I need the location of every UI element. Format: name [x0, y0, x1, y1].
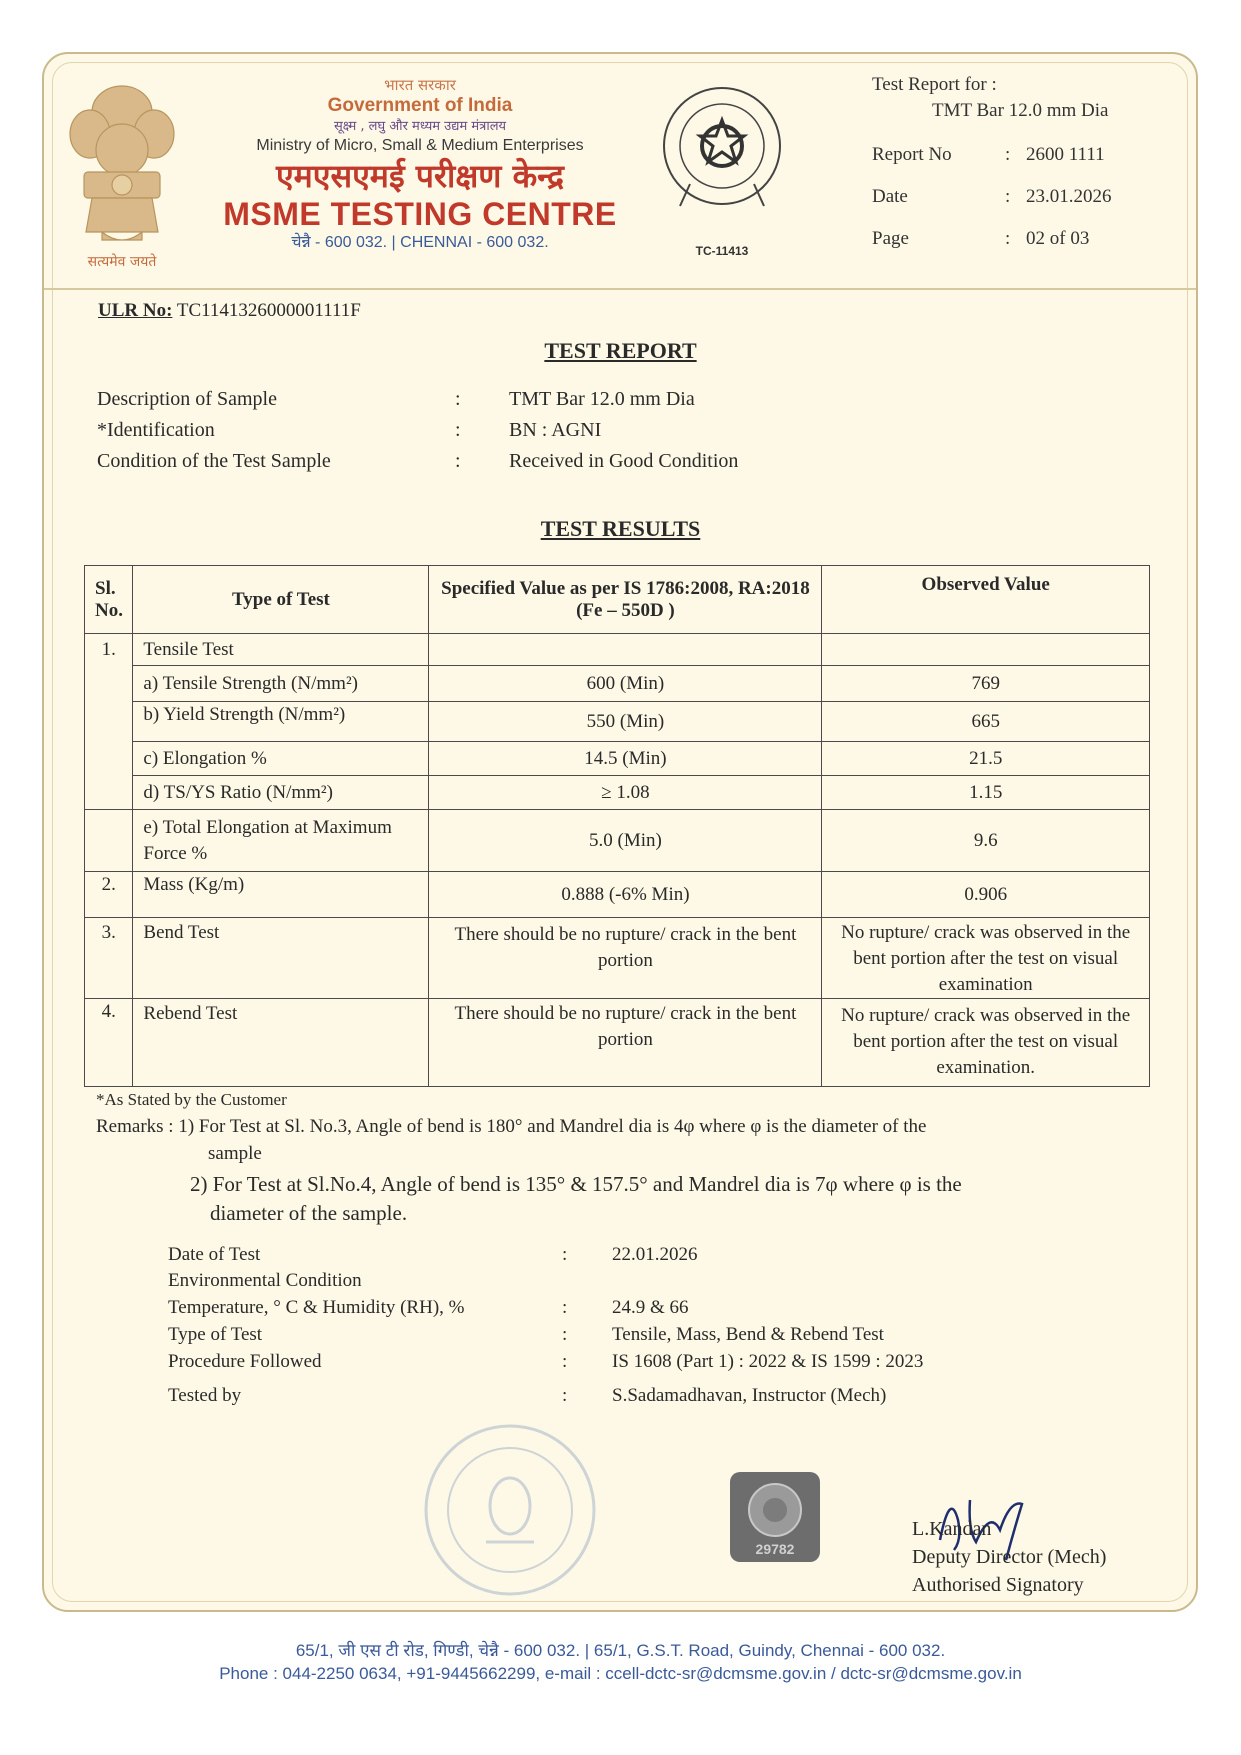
- hologram-sticker-icon: [728, 1470, 822, 1564]
- spec-cell: [429, 634, 822, 666]
- obs-cell: 21.5: [822, 742, 1150, 776]
- date-of-test-label: Date of Test: [168, 1244, 261, 1265]
- condition-value: Received in Good Condition: [509, 450, 739, 472]
- description-value: TMT Bar 12.0 mm Dia: [509, 388, 695, 410]
- ulr-number: [98, 300, 361, 322]
- test-cell: d) TS/YS Ratio (N/mm²): [133, 776, 429, 810]
- remarks-1-line2: sample: [208, 1143, 262, 1164]
- colon: :: [455, 388, 461, 410]
- obs-cell: No rupture/ crack was observed in the bent portion after the test on visual examination.: [822, 999, 1150, 1087]
- remarks-1-line1: Remarks : 1) For Test at Sl. No.3, Angle of bend is 180° and Mandrel dia is 4φ where φ is the diameter of the: [96, 1116, 927, 1137]
- table-row: [85, 702, 1150, 742]
- spec-cell: 550 (Min): [429, 702, 822, 742]
- date-label: Date: [872, 186, 908, 207]
- spec-cell: There should be no rupture/ crack in the bent portion: [429, 918, 822, 999]
- identification-label: *Identification: [97, 419, 215, 441]
- table-row: [85, 634, 1150, 666]
- colon: :: [562, 1244, 568, 1265]
- header-type-of-test: Type of Test: [133, 566, 429, 634]
- test-report-for-label: Test Report for :: [872, 74, 997, 95]
- table-row: [85, 810, 1150, 872]
- colon: :: [455, 450, 461, 472]
- accreditation-seal-icon: [660, 84, 784, 208]
- colon: :: [562, 1351, 568, 1372]
- test-cell: Bend Test: [133, 918, 429, 999]
- signatory-designation: Deputy Director (Mech): [912, 1546, 1107, 1568]
- test-cell: e) Total Elongation at Maximum Force %: [133, 810, 429, 872]
- env-condition-label: Environmental Condition: [168, 1270, 362, 1291]
- temperature-value: 24.9 & 66: [612, 1297, 689, 1318]
- hindi-centre-name: एमएसएमई परीक्षण केन्द्र: [275, 157, 565, 195]
- tested-by-label: Tested by: [168, 1385, 242, 1406]
- colon: :: [562, 1297, 568, 1318]
- test-report-for-value: TMT Bar 12.0 mm Dia: [932, 100, 1109, 121]
- spec-cell: There should be no rupture/ crack in the bent portion: [429, 999, 822, 1087]
- remarks-2-line1: 2) For Test at Sl.No.4, Angle of bend is 135° & 157.5° and Mandrel dia is 7φ where φ is the: [190, 1172, 962, 1196]
- ashoka-emblem-icon: [62, 72, 182, 272]
- obs-cell: 9.6: [822, 810, 1150, 872]
- condition-label: Condition of the Test Sample: [97, 450, 331, 472]
- obs-cell: 1.15: [822, 776, 1150, 810]
- table-row: [85, 918, 1150, 999]
- ministry-name: Ministry of Micro, Small & Medium Enterprises: [256, 137, 584, 154]
- accreditation-code: TC-11413: [695, 244, 749, 258]
- test-cell: Tensile Test: [133, 634, 429, 666]
- obs-cell: No rupture/ crack was observed in the bent portion after the test on visual examination: [822, 918, 1150, 999]
- type-of-test-value: Tensile, Mass, Bend & Rebend Test: [612, 1324, 884, 1345]
- description-label: Description of Sample: [97, 388, 277, 410]
- page-value: 02 of 03: [1026, 228, 1090, 249]
- test-cell: c) Elongation %: [133, 742, 429, 776]
- procedure-label: Procedure Followed: [168, 1351, 322, 1372]
- obs-cell: 665: [822, 702, 1150, 742]
- test-report-title: TEST REPORT: [544, 338, 697, 363]
- signatory-name: L.Kandan: [912, 1518, 992, 1540]
- office-stamp-icon: [420, 1420, 600, 1600]
- temperature-label: Temperature, ° C & Humidity (RH), %: [168, 1297, 465, 1318]
- test-cell: a) Tensile Strength (N/mm²): [133, 666, 429, 702]
- footer-address: 65/1, जी एस टी रोड, गिण्डी, चेन्नै - 600 032. | 65/1, G.S.T. Road, Guindy, Chennai - 600 032.: [295, 1641, 946, 1660]
- header-title-block: [200, 76, 640, 254]
- hindi-government: भारत सरकार: [384, 76, 456, 94]
- report-no-label: Report No: [872, 144, 952, 165]
- hindi-ministry: सूक्ष्म , लघु और मध्यम उद्यम मंत्रालय: [333, 119, 507, 134]
- sl-cell: 4.: [85, 999, 133, 1087]
- spec-cell: 600 (Min): [429, 666, 822, 702]
- sl-cell: 1.: [85, 634, 133, 666]
- signatory-block: [912, 1515, 1106, 1599]
- test-cell: Mass (Kg/m): [133, 872, 429, 918]
- government-of-india: Government of India: [327, 95, 513, 116]
- colon: :: [1005, 144, 1011, 165]
- ulr-value: TC1141326000001111F: [176, 300, 361, 321]
- spec-cell: 0.888 (-6% Min): [429, 872, 822, 918]
- sl-cell: 3.: [85, 918, 133, 999]
- sl-cell: [85, 742, 133, 776]
- remarks-2-line2: diameter of the sample.: [210, 1201, 408, 1225]
- test-results-title: TEST RESULTS: [540, 516, 701, 541]
- colon: :: [562, 1324, 568, 1345]
- hologram-number: 29782: [755, 1541, 795, 1557]
- sl-cell: [85, 702, 133, 742]
- identification-value: BN : AGNI: [509, 419, 602, 441]
- table-row: [85, 872, 1150, 918]
- tested-by-value: S.Sadamadhavan, Instructor (Mech): [612, 1385, 887, 1406]
- test-cell: b) Yield Strength (N/mm²): [133, 702, 429, 742]
- obs-cell: 769: [822, 666, 1150, 702]
- page-label: Page: [872, 228, 909, 249]
- obs-cell: 0.906: [822, 872, 1150, 918]
- sl-cell: [85, 776, 133, 810]
- spec-cell: 14.5 (Min): [429, 742, 822, 776]
- spec-cell: ≥ 1.08: [429, 776, 822, 810]
- table-row: [85, 776, 1150, 810]
- report-no-value: 2600 1111: [1026, 144, 1105, 165]
- table-row: [85, 999, 1150, 1087]
- table-header-row: [85, 566, 1150, 634]
- type-of-test-label: Type of Test: [168, 1324, 263, 1345]
- spec-cell: 5.0 (Min): [429, 810, 822, 872]
- ulr-label: ULR No:: [98, 300, 173, 321]
- test-cell: Rebend Test: [133, 999, 429, 1087]
- colon: :: [562, 1385, 568, 1406]
- sl-cell: [85, 666, 133, 702]
- signatory-role: Authorised Signatory: [912, 1574, 1084, 1596]
- date-value: 23.01.2026: [1026, 186, 1112, 207]
- date-of-test-value: 22.01.2026: [612, 1244, 698, 1265]
- header-sl-no: Sl. No.: [85, 566, 133, 634]
- centre-address: चेन्नै - 600 032. | CHENNAI - 600 032.: [291, 234, 549, 251]
- procedure-value: IS 1608 (Part 1) : 2022 & IS 1599 : 2023: [612, 1351, 924, 1372]
- sl-cell: [85, 810, 133, 872]
- test-results-table: [84, 565, 1150, 1087]
- colon: :: [1005, 186, 1011, 207]
- sl-cell: 2.: [85, 872, 133, 918]
- table-row: [85, 666, 1150, 702]
- header-specified-value: Specified Value as per IS 1786:2008, RA:2018 (Fe – 550D ): [429, 566, 822, 634]
- colon: :: [455, 419, 461, 441]
- footer-contact: Phone : 044-2250 0634, +91-9445662299, e-mail : ccell-dctc-sr@dcmsme.gov.in / dctc-sr@dcmsme.gov.in: [219, 1664, 1022, 1683]
- emblem-motto: सत्यमेव जयते: [87, 254, 157, 270]
- header-observed-value: Observed Value: [822, 566, 1150, 634]
- table-row: [85, 742, 1150, 776]
- obs-cell: [822, 634, 1150, 666]
- centre-name: MSME TESTING CENTRE: [223, 196, 617, 232]
- header-separator: [44, 288, 1196, 290]
- colon: :: [1005, 228, 1011, 249]
- customer-note: *As Stated by the Customer: [96, 1090, 287, 1109]
